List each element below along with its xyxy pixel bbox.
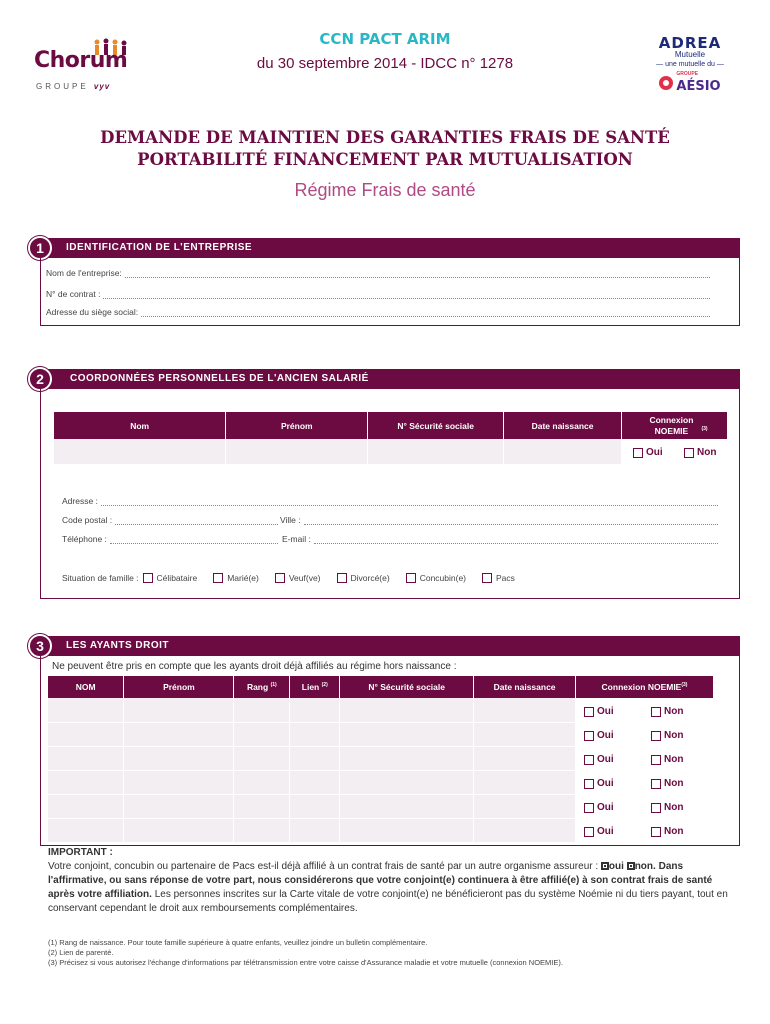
noemie-sup: (3) xyxy=(701,425,708,432)
cell[interactable] xyxy=(48,722,124,746)
cell[interactable] xyxy=(340,698,474,722)
dep2-non-option[interactable] xyxy=(651,730,683,741)
cell[interactable] xyxy=(474,746,576,770)
adrea-tagline: — une mutuelle du — xyxy=(656,61,724,68)
postal-code-label: Code postal : xyxy=(62,515,113,525)
cell-nom[interactable] xyxy=(54,439,226,464)
oui-label: Oui xyxy=(597,754,614,765)
oui-label: Oui xyxy=(597,706,614,717)
dep2-oui-option[interactable] xyxy=(584,730,614,741)
important-non-label: non. xyxy=(634,861,656,872)
cell[interactable] xyxy=(124,746,234,770)
concubin-checkbox[interactable] xyxy=(406,573,416,583)
cell[interactable] xyxy=(340,746,474,770)
oui-label: Oui xyxy=(597,826,614,837)
rang-sup: (1) xyxy=(270,682,277,689)
col-rang-label: Rang xyxy=(246,682,269,692)
non-checkbox[interactable] xyxy=(651,731,661,741)
aesio-wordmark: AÉSIO xyxy=(676,79,721,94)
cell[interactable] xyxy=(124,794,234,818)
oui-checkbox[interactable] xyxy=(584,827,594,837)
cell[interactable] xyxy=(48,794,124,818)
cell-prenom[interactable] xyxy=(226,439,368,464)
cell[interactable] xyxy=(290,698,340,722)
phone-field[interactable] xyxy=(62,534,278,544)
section-1-header xyxy=(40,238,740,258)
footnotes xyxy=(48,938,563,968)
section-3-number: 3 xyxy=(28,634,52,658)
cell[interactable] xyxy=(340,794,474,818)
city-field[interactable] xyxy=(280,515,718,525)
celibataire-checkbox[interactable] xyxy=(143,573,153,583)
cell[interactable] xyxy=(474,818,576,842)
oui-checkbox[interactable] xyxy=(601,862,609,870)
email-field[interactable] xyxy=(282,534,718,544)
cell[interactable] xyxy=(124,722,234,746)
cell[interactable] xyxy=(290,770,340,794)
dependents-table xyxy=(48,676,714,843)
marie-label: Marié(e) xyxy=(227,573,259,583)
oui-checkbox[interactable] xyxy=(584,707,594,717)
email-label: E-mail : xyxy=(282,534,311,544)
oui-checkbox[interactable] xyxy=(584,803,594,813)
col-rang xyxy=(234,676,290,698)
family-situation-label: Situation de famille : xyxy=(62,573,139,583)
cell[interactable] xyxy=(234,770,290,794)
section-1-number: 1 xyxy=(28,236,52,260)
dep1-oui-option[interactable] xyxy=(584,706,614,717)
cell[interactable] xyxy=(234,794,290,818)
col-lien-label: Lien xyxy=(301,682,320,692)
footnote-2: (2) Lien de parenté. xyxy=(48,948,114,957)
important-bold-text: Dans l'affirmative, ou sans réponse de votre part, nous considérerons que votre conjoint(e) continuera à être affilié(e) à son contrat frais de santé après votre affiliation. xyxy=(48,861,713,900)
contract-number-field[interactable] xyxy=(46,289,710,299)
title-line-2: PORTABILITÉ FINANCEMENT PAR MUTUALISATION xyxy=(137,150,633,169)
noemie-oui-option[interactable] xyxy=(633,447,663,458)
non-checkbox[interactable] xyxy=(627,862,635,870)
cell[interactable] xyxy=(340,722,474,746)
cell[interactable] xyxy=(124,770,234,794)
cell[interactable] xyxy=(340,770,474,794)
col-nom: NOM xyxy=(48,676,124,698)
dep4-non-option[interactable] xyxy=(651,778,683,789)
dep5-non-option[interactable] xyxy=(651,802,683,813)
col-lien xyxy=(290,676,340,698)
oui-label: Oui xyxy=(646,447,663,458)
cell[interactable] xyxy=(474,794,576,818)
non-checkbox[interactable] xyxy=(651,755,661,765)
oui-checkbox[interactable] xyxy=(584,779,594,789)
non-label: Non xyxy=(664,802,684,813)
dep3-oui-option[interactable] xyxy=(584,754,614,765)
cell[interactable] xyxy=(124,698,234,722)
col-secu: N° Sécurité sociale xyxy=(368,412,504,439)
dep6-non-option[interactable] xyxy=(651,826,683,837)
non-label: Non xyxy=(664,778,684,789)
important-oui-label: oui xyxy=(608,861,624,872)
important-notice xyxy=(48,846,738,916)
adrea-wordmark: ADREA xyxy=(658,34,722,52)
cell[interactable] xyxy=(290,794,340,818)
non-label: Non xyxy=(664,826,684,837)
oui-label: Oui xyxy=(597,730,614,741)
pacs-checkbox[interactable] xyxy=(482,573,492,583)
veuf-label: Veuf(ve) xyxy=(288,573,321,583)
oui-checkbox[interactable] xyxy=(584,755,594,765)
col-noemie xyxy=(576,676,714,698)
cell[interactable] xyxy=(474,698,576,722)
noemie-non-option[interactable] xyxy=(684,447,716,458)
col-date-naissance: Date naissance xyxy=(504,412,622,439)
cell[interactable] xyxy=(48,746,124,770)
contract-number-label: N° de contrat : xyxy=(46,289,101,299)
cell-secu[interactable] xyxy=(368,439,504,464)
document-title xyxy=(0,127,770,171)
non-checkbox[interactable] xyxy=(651,803,661,813)
cell[interactable] xyxy=(234,746,290,770)
oui-checkbox[interactable] xyxy=(633,448,643,458)
regime-subtitle: Régime Frais de santé xyxy=(294,180,476,200)
oui-label: Oui xyxy=(597,778,614,789)
important-rest-text: Les personnes inscrites sur la Carte vitale de votre conjoint(e) ne bénéficieront pas du système Noémie ni du tiers payant, tout en conservant cependant le droit aux remboursements complémentaires. xyxy=(48,889,728,914)
cell[interactable] xyxy=(234,818,290,842)
non-label: Non xyxy=(697,447,717,458)
company-name-field[interactable] xyxy=(46,268,710,278)
col-noemie-label: Connexion NOEMIE xyxy=(649,414,694,436)
lien-sup: (2) xyxy=(321,682,328,689)
non-checkbox[interactable] xyxy=(651,779,661,789)
header-title: CCN PACT ARIM xyxy=(319,30,451,48)
col-noemie-label: Connexion NOEMIE xyxy=(601,682,682,692)
oui-label: Oui xyxy=(597,802,614,813)
cell[interactable] xyxy=(290,722,340,746)
non-label: Non xyxy=(664,730,684,741)
cell[interactable] xyxy=(474,770,576,794)
col-prenom: Prénom xyxy=(124,676,234,698)
phone-label: Téléphone : xyxy=(62,534,107,544)
col-noemie xyxy=(622,412,728,439)
celibataire-label: Célibataire xyxy=(156,573,198,583)
non-checkbox[interactable] xyxy=(651,827,661,837)
section-1-label: IDENTIFICATION DE L'ENTREPRISE xyxy=(66,242,253,253)
cell-date[interactable] xyxy=(504,439,622,464)
title-line-1: DEMANDE DE MAINTIEN DES GARANTIES FRAIS DE SANTÉ xyxy=(100,128,670,147)
col-date-naissance: Date naissance xyxy=(474,676,576,698)
footnote-1: (1) Rang de naissance. Pour toute famille supérieure à quatre enfants, veuillez joindre un bulletin complémentaire. xyxy=(48,938,428,947)
section-2-label: COORDONNÉES PERSONNELLES DE L'ANCIEN SALARIÉ xyxy=(70,373,369,384)
divorce-label: Divorcé(e) xyxy=(350,573,390,583)
dep1-non-option[interactable] xyxy=(651,706,683,717)
aesio-mark-icon xyxy=(659,76,673,90)
cell[interactable] xyxy=(290,746,340,770)
chorum-wordmark: Chorum xyxy=(34,48,128,73)
footnote-3: (3) Précisez si vous autorisez l'échange d'informations par télétransmission entre votre caisse d'Assurance maladie et votre mutuelle (connexion NOEMIE). xyxy=(48,958,563,967)
postal-code-field[interactable] xyxy=(62,515,278,525)
section-3-intro: Ne peuvent être pris en compte que les ayants droit déjà affiliés au régime hors naissance : xyxy=(52,661,457,672)
pacs-label: Pacs xyxy=(496,573,515,583)
dep3-non-option[interactable] xyxy=(651,754,683,765)
cell[interactable] xyxy=(48,770,124,794)
col-nom: Nom xyxy=(54,412,226,439)
marie-checkbox[interactable] xyxy=(213,573,223,583)
cell[interactable] xyxy=(124,818,234,842)
cell[interactable] xyxy=(290,818,340,842)
divorce-checkbox[interactable] xyxy=(337,573,347,583)
concubin-label: Concubin(e) xyxy=(419,573,467,583)
col-secu: N° Sécurité sociale xyxy=(340,676,474,698)
adrea-logo xyxy=(640,34,740,94)
aesio-logo xyxy=(640,71,740,95)
city-label: Ville : xyxy=(280,515,301,525)
family-situation xyxy=(62,573,527,583)
cell[interactable] xyxy=(234,698,290,722)
dep4-oui-option[interactable] xyxy=(584,778,614,789)
cell[interactable] xyxy=(234,722,290,746)
noemie-sup: (3) xyxy=(681,682,688,689)
section-3-header xyxy=(40,636,740,656)
section-3-label: LES AYANTS DROIT xyxy=(66,640,170,651)
cell[interactable] xyxy=(474,722,576,746)
dep6-oui-option[interactable] xyxy=(584,826,614,837)
address-label: Adresse : xyxy=(62,496,98,506)
veuf-checkbox[interactable] xyxy=(275,573,285,583)
non-checkbox[interactable] xyxy=(684,448,694,458)
aesio-group-label: GROUPE xyxy=(676,71,699,77)
section-2-number: 2 xyxy=(28,367,52,391)
company-name-label: Nom de l'entreprise: xyxy=(46,268,122,278)
chorum-group-label: GROUPE vyv xyxy=(36,82,111,91)
adrea-mutuelle: Mutuelle xyxy=(674,50,706,59)
head-office-address-label: Adresse du siège social: xyxy=(46,307,139,317)
important-question: Votre conjoint, concubin ou partenaire de Pacs est-il déjà affilié à un contrat frais de santé par un autre organisme assureur : xyxy=(48,861,599,872)
oui-checkbox[interactable] xyxy=(584,731,594,741)
section-2-header xyxy=(40,369,740,389)
employee-table xyxy=(54,412,728,465)
head-office-address-field[interactable] xyxy=(46,307,710,317)
non-label: Non xyxy=(664,754,684,765)
non-checkbox[interactable] xyxy=(651,707,661,717)
important-heading: IMPORTANT : xyxy=(48,847,113,858)
cell[interactable] xyxy=(340,818,474,842)
col-prenom: Prénom xyxy=(226,412,368,439)
non-label: Non xyxy=(664,706,684,717)
cell[interactable] xyxy=(48,818,124,842)
dep5-oui-option[interactable] xyxy=(584,802,614,813)
header-subtitle: du 30 septembre 2014 - IDCC n° 1278 xyxy=(256,55,514,72)
cell[interactable] xyxy=(48,698,124,722)
address-field[interactable] xyxy=(62,496,718,506)
